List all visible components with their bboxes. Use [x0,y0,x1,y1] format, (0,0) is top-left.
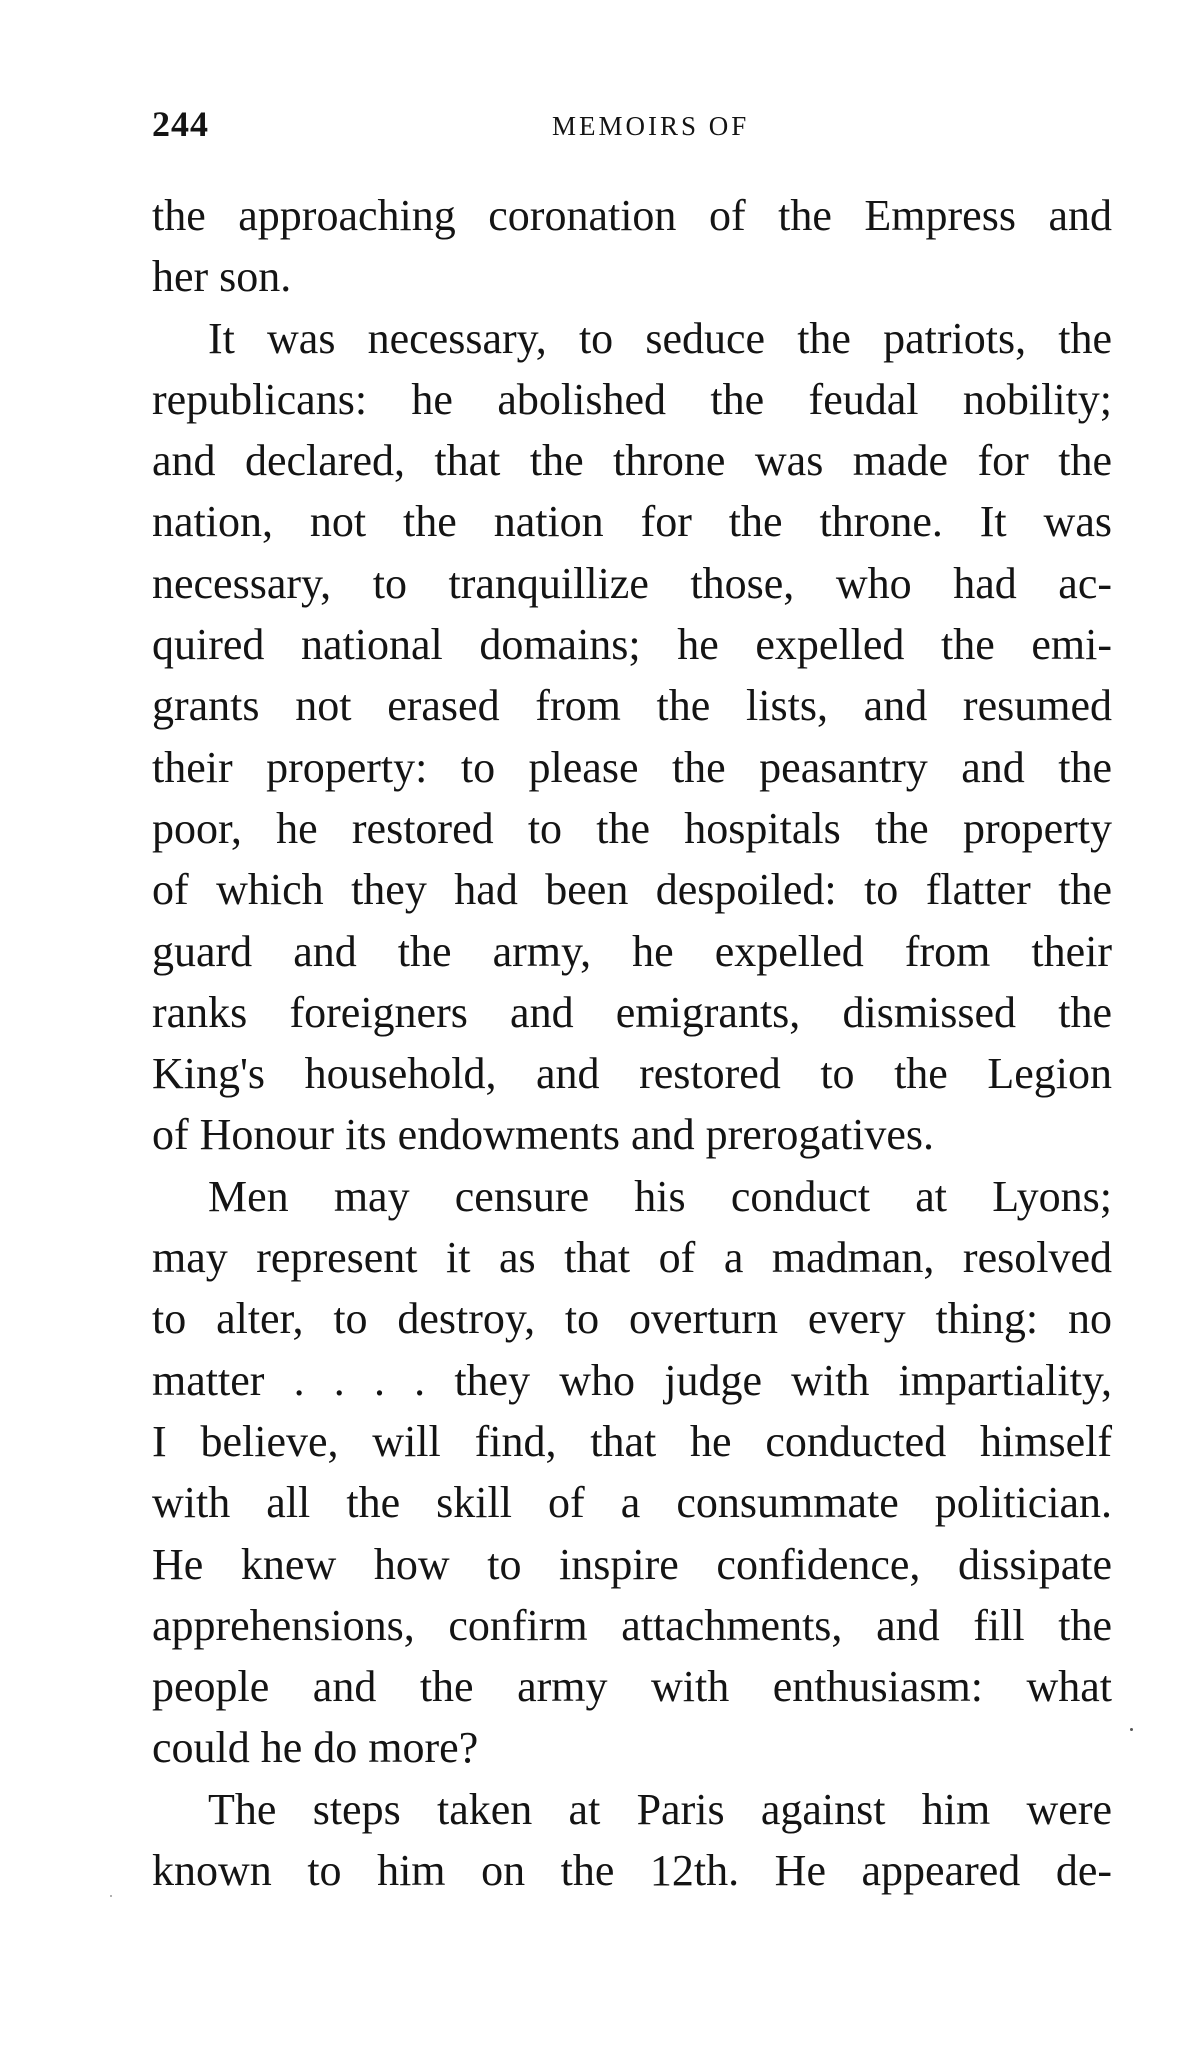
paragraph [152,1779,1112,1902]
text-line: ranks foreigners and emigrants, dismissed the [152,987,1112,1037]
running-head: MEMOIRS OF [552,111,750,141]
text-line: He knew how to inspire confidence, dissipate [152,1539,1112,1589]
text-line: her son. [152,252,292,302]
text-line: matter . . . . they who judge with impartiality, [152,1355,1112,1405]
body-text [152,185,1112,1901]
text-line: apprehensions, confirm attachments, and fill the [152,1600,1112,1650]
text-line: The steps taken at Paris against him were [208,1784,1112,1834]
ink-speck [1130,1728,1133,1731]
text-line: their property: to please the peasantry and the [152,742,1112,792]
text-line: the approaching coronation of the Empress and [152,191,1112,240]
text-line: and declared, that the throne was made for the [152,436,1112,486]
ink-speck [110,1895,112,1897]
text-line: may represent it as that of a madman, resolved [152,1233,1112,1283]
text-line: poor, he restored to the hospitals the property [152,803,1112,853]
text-line: known to him on the 12th. He appeared de- [152,1846,1112,1896]
text-line: guard and the army, he expelled from their [152,926,1112,976]
page-number: 244 [152,104,209,144]
text-line: King's household, and restored to the Legion [152,1049,1112,1099]
text-line: to alter, to destroy, to overturn every thing: no [152,1294,1112,1344]
paragraph [152,1166,1112,1779]
page-header [152,103,1112,153]
text-line: I believe, will find, that he conducted himself [152,1416,1112,1466]
text-line: grants not erased from the lists, and resumed [152,681,1112,731]
text-line: quired national domains; he expelled the emi- [152,620,1112,670]
text-line: It was necessary, to seduce the patriots, the [208,313,1112,363]
text-line: necessary, to tranquillize those, who had ac- [152,558,1112,608]
text-line: Men may censure his conduct at Lyons; [208,1171,1112,1221]
text-line: of Honour its endowments and prerogatives. [152,1110,935,1160]
text-line: of which they had been despoiled: to flatter the [152,865,1112,915]
text-line: could he do more? [152,1723,479,1773]
paragraph [152,185,1112,308]
text-line: with all the skill of a consummate politician. [152,1478,1112,1528]
paragraph [152,308,1112,1166]
text-line: people and the army with enthusiasm: what [152,1662,1112,1712]
text-line: republicans: he abolished the feudal nobility; [152,374,1112,424]
text-line: nation, not the nation for the throne. It was [152,497,1112,547]
